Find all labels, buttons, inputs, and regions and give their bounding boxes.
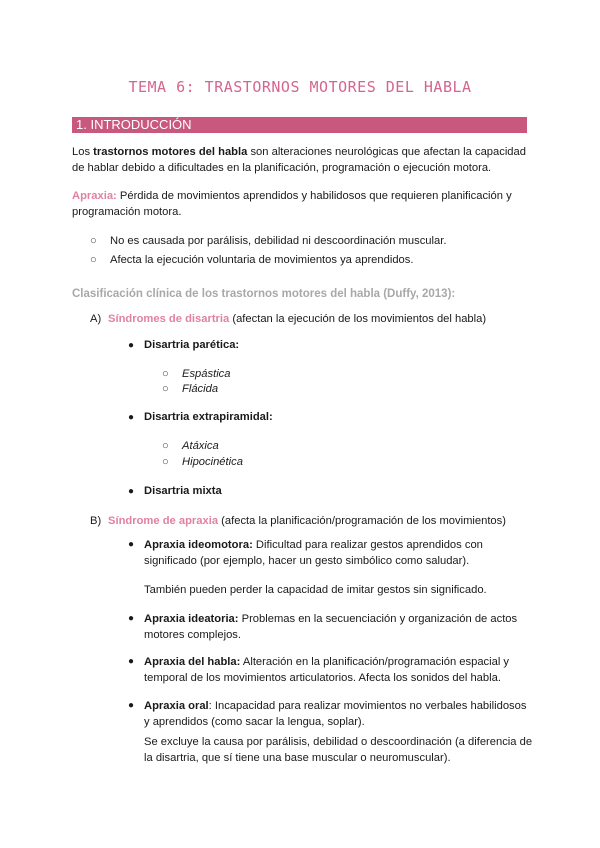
apraxia-item: Apraxia del habla: Alteración en la planificación/programación espacial y temporal de los movimientos articulatorios. Afecta los sonidos del habla. [144, 656, 510, 684]
apraxia-item: Apraxia oral: Incapacidad para realizar movimientos no verbales habilidosos y aprendidos (como sacar la lengua, soplar). [144, 700, 527, 728]
dysarthria-subtype: ○ Flácida [162, 383, 219, 395]
group-a-heading: A) Síndromes de disartria (afectan la ejecución de los movimientos del habla) [90, 313, 487, 325]
dysarthria-item: ● Disartria parética: [128, 337, 239, 354]
page-title: TEMA 6: TRASTORNOS MOTORES DEL HABLA [128, 78, 472, 96]
dysarthria-item: ● Disartria mixta [128, 483, 222, 500]
circle-bullet-icon: ○ [162, 440, 169, 452]
bullet-icon: ● [128, 412, 135, 423]
dysarthria-item: ● Disartria extrapiramidal: [128, 409, 273, 426]
dysarthria-subtype: ○ Atáxica [162, 440, 219, 452]
bullet-icon: ● [128, 613, 135, 624]
apraxia-point: ○ Afecta la ejecución voluntaria de movimientos ya aprendidos. [90, 254, 414, 266]
apraxia-item-note: Se excluye la causa por parálisis, debilidad o descoordinación (a diferencia de la disartria, que sí tiene una base muscular o neuromuscular). [144, 736, 533, 764]
apraxia-point: ○ No es causada por parálisis, debilidad ni descoordinación muscular. [90, 235, 447, 247]
bullet-icon: ● [128, 700, 135, 711]
bullet-icon: ● [128, 656, 135, 667]
apraxia-definition: Apraxia: Pérdida de movimientos aprendidos y habilidosos que requieren planificación y programación motora. [72, 190, 512, 218]
dysarthria-subtype: ○ Espástica [162, 368, 231, 380]
circle-bullet-icon: ○ [162, 368, 169, 380]
circle-bullet-icon: ○ [90, 254, 97, 266]
circle-bullet-icon: ○ [162, 456, 169, 468]
dysarthria-subtype: ○ Hipocinética [162, 456, 243, 468]
classification-heading: Clasificación clínica de los trastornos motores del habla (Duffy, 2013): [72, 288, 456, 300]
circle-bullet-icon: ○ [90, 235, 97, 247]
apraxia-item: Apraxia ideatoria: Problemas en la secuenciación y organización de actos motores complejos. [144, 613, 518, 641]
intro-paragraph: Los trastornos motores del habla son alteraciones neurológicas que afectan la capacidad de hablar debido a dificultades en la planificación, programación o ejecución motora. [72, 146, 526, 174]
apraxia-item: Apraxia ideomotora: Dificultad para realizar gestos aprendidos con significado (por ejemplo, hacer un gesto simbólico como saludar). [144, 539, 483, 567]
bullet-icon: ● [128, 486, 135, 497]
section-heading: 1. INTRODUCCIÓN [72, 117, 527, 133]
apraxia-item-note: También pueden perder la capacidad de imitar gestos sin significado. [144, 584, 487, 596]
circle-bullet-icon: ○ [162, 383, 169, 395]
bullet-icon: ● [128, 340, 135, 351]
bullet-icon: ● [128, 539, 135, 550]
group-b-heading: B) Síndrome de apraxia (afecta la planificación/programación de los movimientos) [90, 515, 506, 527]
